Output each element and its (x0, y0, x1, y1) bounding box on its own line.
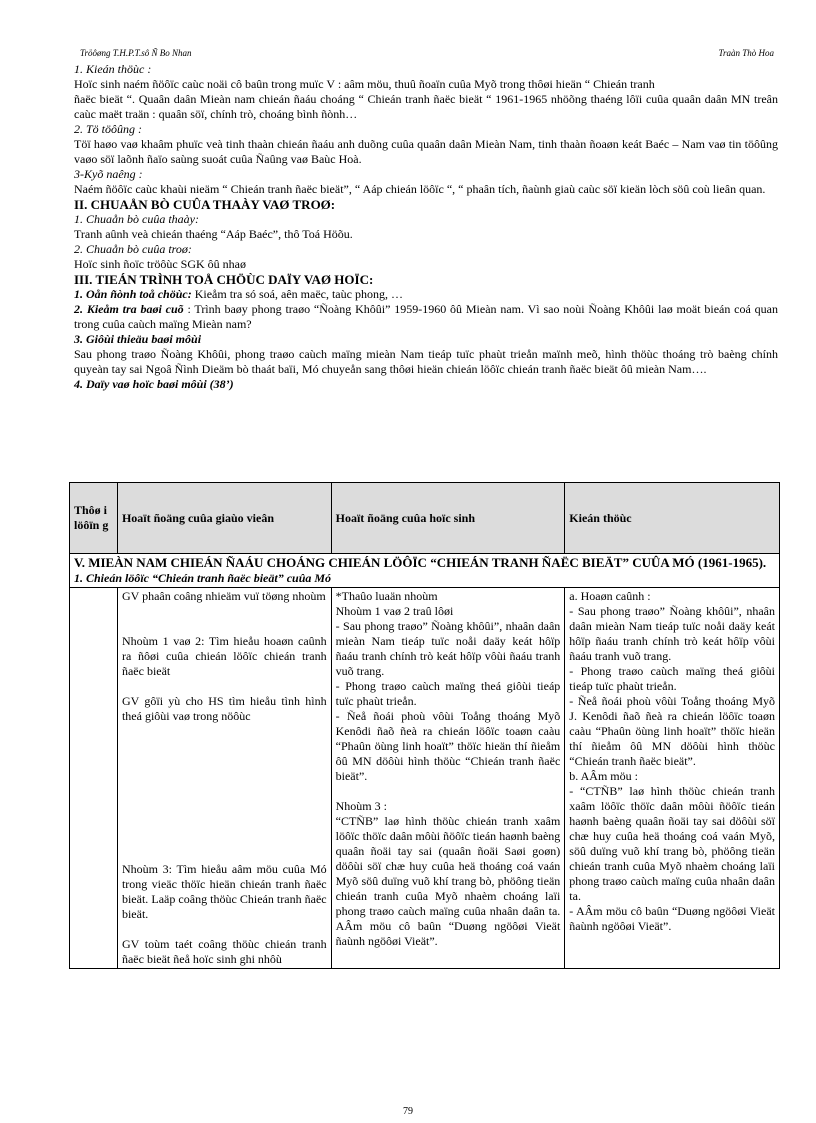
review-text: : Trình baøy phong traøo “Ñoàng Khôûi” 1959-1960 ôû Mieàn nam. Vì sao noùi Ñoàng Khôûi laø moät bieán coá quan trong cuûa caùch maïng Mieàn nam? (74, 302, 778, 331)
student-prep-text: Hoïc sinh ñoïc tröôùc SGK ôû nhaø (74, 257, 246, 271)
knowledge-text-2: ñaëc bieät “. Quaân daân Mieàn nam chieán ñaáu choáng “ Chieán tranh ñaëc bieät “ 1961-1965 nhöõng thaéng lôïi cuûa quaân daân MN treân caùc maët traän : quaân söï, chính trò, choáng bình ñònh… (74, 92, 778, 121)
table-row (70, 588, 780, 969)
student-item: Nhoùm 1 vaø 2 traû lôøi (335, 604, 454, 618)
teaching-label: 4. Daïy vaø hoïc baøi môùi (38’) (74, 377, 234, 391)
review-label: 2. Kieåm tra baøi cuõ (74, 302, 184, 316)
time-cell (70, 588, 118, 969)
thinking-title: 2. Tö töôûng : (74, 122, 143, 136)
teacher-item: GV phaân coâng nhieäm vuï töøng nhoùm (121, 589, 326, 603)
knowledge-item: - Sau phong traøo” Ñoàng khôûi”, nhaân daân mieàn Nam tieáp tuïc noåi daäy keát hôïp ñaáu tranh chính trò keát hôïp vôùi ñaáu tranh vuõ trang. (569, 604, 775, 663)
header-author: Traàn Thò Hoa (718, 48, 774, 58)
header-time: Thôø i löôïn g (70, 483, 118, 554)
section-cell (70, 554, 780, 588)
knowledge-item: - Phong traøo caùch maïng theá giôùi tieáp tuïc phaùt trieån. (569, 664, 775, 693)
student-cell (331, 588, 565, 969)
header-student: Hoaït ñoäng cuûa hoïc sinh (331, 483, 565, 554)
procedure-title: III. TIEÁN TRÌNH TOÅ CHÖÙC DAÏY VAØ HOÏC: (74, 272, 374, 287)
review-line (74, 302, 778, 332)
teacher-item: GV toùm taét coâng thöùc chieán tranh ñaëc bieät ñeå hoïc sinh ghi nhôù (121, 937, 327, 966)
student-item: - Ñeå ñoái phoù vôùi Toång thoáng Myõ Kenôdi ñaõ ñeà ra chieán löôïc toaøn caàu “Phaûn öùng linh hoaït” thöïc hieän thí ñieåm ôû MN döôùi hình thöùc “Chieán tranh ñaëc bieät”. (335, 709, 561, 783)
section-row (70, 554, 780, 588)
header-knowledge: Kieán thöùc (565, 483, 780, 554)
header-school: Tröôøng T.H.P.T.sô Ñ Bo Nhan (80, 48, 192, 58)
teacher-item: GV gôïi yù cho HS tìm hieåu tình hình theá giôùi vaø trong nöôùc (121, 694, 327, 723)
section-title: V. MIEÀN NAM CHIEÁN ÑAÁU CHOÁNG CHIEÁN LÖÔÏC “CHIEÁN TRANH ÑAËC BIEÄT” CUÛA MÓ (1961-1965). (74, 555, 767, 570)
knowledge-text-1: Hoïc sinh naém ñöôïc caùc noäi cô baûn trong muïc V : aâm möu, thuû ñoaïn cuûa Myõ trong thôøi hieän “ Chieán tranh (74, 77, 655, 91)
student-item: - Phong traøo caùch maïng theá giôùi tieáp tuïc phaùt trieån. (335, 679, 561, 708)
teacher-cell (117, 588, 331, 969)
thinking-text: Töï haøo vaø khaâm phuïc veà tinh thaàn chieán ñaáu anh duõng cuûa quaân daân Mieàn Nam, tinh thaàn ñoaøn keát Baéc – Nam vaø tin töôûng vaøo söï laõnh ñaïo saùng suoát cuûa Ñaûng vaø Baùc Hoà. (74, 137, 778, 166)
knowledge-item: - AÂm möu cô baûn “Duøng ngöôøi Vieät ñaùnh ngöôøi Vieät”. (569, 904, 775, 933)
page-number: 79 (403, 1106, 413, 1117)
knowledge-item: - “CTÑB” laø hình thöùc chieán tranh xaâm löôïc thöïc daân môùi ñöôïc tieán haønh baèng quaân ñoäi tay sai döôùi söï chæ huy cuûa heä thoáng coá vaán Myõ, söû duïng vuõ khí trang bò, phöông tieän chieán tranh cuûa Myõ nhaèm choáng laïi phong traøo caùch maïng cuûa nhaân daân ta. (569, 784, 775, 903)
teacher-prep-text: Tranh aûnh veà chieán thaéng “Aáp Baéc”, thô Toá Höõu. (74, 227, 353, 241)
subsection-title: 1. Chieán löôïc “Chieán tranh ñaëc bieät” cuûa Mó (74, 571, 332, 585)
skill-text: Naém ñöôïc caùc khaùi nieäm “ Chieán tranh ñaëc bieät”, “ Aáp chieán löôïc “, “ phaân tích, ñaùnh giaù caùc söï kieän lòch söû coù lieân quan. (74, 182, 766, 196)
intro-text: Sau phong traøo Ñoàng Khôûi, phong traøo caùch maïng mieàn Nam tieáp tuïc phaùt trieån maïnh meõ, hình thöùc thoáng trò baèng chính quyeàn tay sai Ngoâ Ñình Dieäm bò thaát baïi, Mó chuyeån sang thôøi hieän chieán löôïc chieán tranh ñaëc bieät ôû mieàn Nam…. (74, 347, 778, 376)
header-teacher: Hoaït ñoäng cuûa giaùo vieân (117, 483, 331, 554)
knowledge-title: 1. Kieán thöùc : (74, 62, 152, 76)
table-header-row (70, 483, 780, 554)
student-prep-title: 2. Chuaån bò cuûa troø: (74, 242, 192, 256)
skill-title: 3-Kyõ naêng : (74, 167, 143, 181)
student-item: - Sau phong traøo” Ñoàng khôûi”, nhaân daân mieàn Nam tieáp tuïc noåi daäy keát hôïp ñaáu tranh chính trò keát hôïp vôùi ñaáu tranh vuõ trang. (335, 619, 561, 678)
lesson-body (74, 62, 778, 392)
knowledge-item: a. Hoaøn caûnh : (569, 589, 651, 603)
stabilize-label: 1. Oån ñònh toå chöùc: (74, 287, 192, 301)
knowledge-cell (565, 588, 780, 969)
knowledge-item: b. AÂm möu : (569, 769, 638, 783)
student-item: “CTÑB” laø hình thöùc chieán tranh xaâm löôïc thöïc daân môùi ñöôïc tieán haønh baèng quaân ñoäi tay sai (quaân ñoäi Saøi goøn) döôùi söï chæ huy cuûa heä thoáng coá vaán Myõ söû duïng vuõ khí trang bò, phöông tieän chieán tranh cuûa Myõ nhaèm choáng laïi phong traøo caùch maïng cuûa nhaân daân ta. AÂm möu cô baûn “Duøng ngöôøi Vieät ñaùnh ngöôøi Vieät”. (335, 814, 561, 948)
teacher-prep-title: 1. Chuaån bò cuûa thaày: (74, 212, 199, 226)
student-item: *Thaûo luaän nhoùm (335, 589, 438, 603)
teacher-item: Nhoùm 1 vaø 2: Tìm hieåu hoaøn caûnh ra ñôøi cuûa chieán löôïc chieán tranh ñaëc bieät (121, 634, 327, 678)
lesson-table (69, 482, 780, 969)
stabilize-line (74, 287, 778, 302)
preparation-title: II. CHUAÅN BÒ CUÛA THAÀY VAØ TROØ: (74, 197, 336, 212)
stabilize-text: Kieåm tra só soá, aên maëc, taùc phong, … (191, 287, 403, 301)
student-item: Nhoùm 3 : (335, 799, 387, 813)
knowledge-item: - Ñeå ñoái phoù vôùi Toång thoáng Myõ J. Kenôdi ñaõ ñeà ra chieán löôïc toaøn caàu “Phaûn öùng linh hoaït” thöïc hieän thí ñieåm ôû MN döôùi hình thöùc “Chieán tranh ñaëc bieät”. (569, 694, 775, 768)
intro-label: 3. Giôùi thieäu baøi môùi (74, 332, 202, 346)
teacher-item: Nhoùm 3: Tìm hieåu aâm möu cuûa Mó trong vieäc thöïc hieän chieán tranh ñaëc bieät. Laäp coâng thöùc Chieán tranh ñaëc bieät. (121, 862, 327, 921)
